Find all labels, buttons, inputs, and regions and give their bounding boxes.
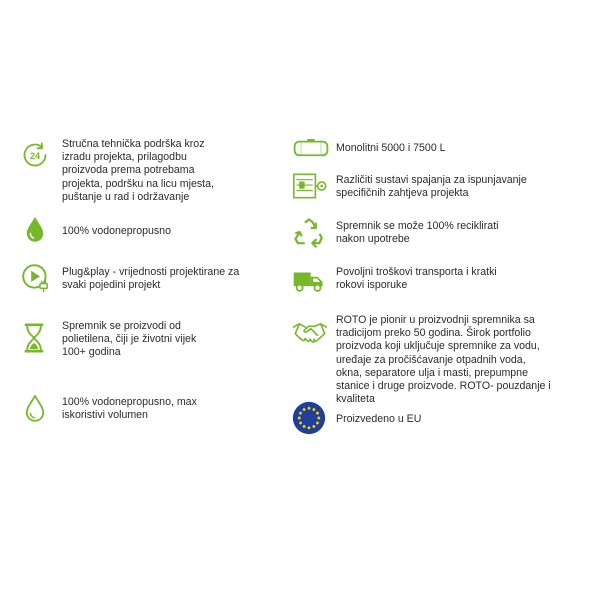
connection-systems-icon bbox=[292, 172, 328, 200]
feature-recyclable bbox=[292, 216, 582, 252]
hourglass-icon bbox=[20, 321, 48, 355]
feature-text: 100% vodonepropusno bbox=[62, 225, 171, 237]
feature-text: Proizvedeno u EU bbox=[336, 413, 422, 425]
water-drop-outline-icon bbox=[20, 392, 50, 424]
water-drop-icon bbox=[20, 214, 50, 244]
feature-lifetime bbox=[20, 318, 280, 358]
feature-text: Različiti sustavi spajanja za ispunjavanje specifičnih zahtjeva projekta bbox=[336, 174, 527, 200]
feature-roto-pioneer bbox=[292, 314, 582, 406]
feature-made-in-eu bbox=[292, 401, 582, 437]
plug-and-play-icon bbox=[20, 262, 52, 294]
svg-text:24: 24 bbox=[29, 150, 41, 161]
tank-icon bbox=[292, 138, 330, 158]
feature-text: Spremnik se može 100% reciklirati nakon upotrebe bbox=[336, 220, 499, 246]
feature-waterproof bbox=[20, 214, 280, 248]
recycle-icon bbox=[292, 216, 326, 250]
feature-text: Stručna tehnička podrška kroz izradu projekta, prilagodbu proizvoda prema potrebama projekta, podršku na licu mjesta, puštanje u rad i održavanje bbox=[62, 138, 214, 203]
eu-flag-icon bbox=[292, 401, 326, 435]
24h-support-icon bbox=[20, 140, 50, 170]
feature-transport bbox=[292, 266, 582, 298]
handshake-icon bbox=[292, 318, 328, 346]
feature-text: Spremnik se proizvodi od polietilena, čiji je životni vijek 100+ godina bbox=[62, 320, 197, 359]
feature-text: 100% vodonepropusno, max iskoristivi volumen bbox=[62, 396, 197, 422]
delivery-truck-icon bbox=[292, 268, 326, 294]
feature-connection-systems bbox=[292, 172, 582, 204]
feature-text: Plug&play - vrijednosti projektirane za svaki pojedini projekt bbox=[62, 266, 240, 292]
feature-monolithic-tank bbox=[292, 136, 582, 164]
feature-max-volume bbox=[20, 392, 280, 428]
feature-text: ROTO je pionir u proizvodnji spremnika sa tradicijom preko 50 godina. Širok portfolio proizvoda koji uključuje spremnike za vodu, uređaje za pročišćavanje otpadnih voda, okna, separatore ulja i masti, prepumpne stanice i druge proizvode. ROTO- pouzdanje i kvaliteta bbox=[336, 314, 551, 406]
feature-technical-support bbox=[20, 138, 280, 208]
feature-plug-and-play bbox=[20, 262, 280, 296]
feature-text: Povoljni troškovi transporta i kratki rokovi isporuke bbox=[336, 266, 497, 292]
feature-text: Monolitni 5000 i 7500 L bbox=[336, 142, 446, 154]
